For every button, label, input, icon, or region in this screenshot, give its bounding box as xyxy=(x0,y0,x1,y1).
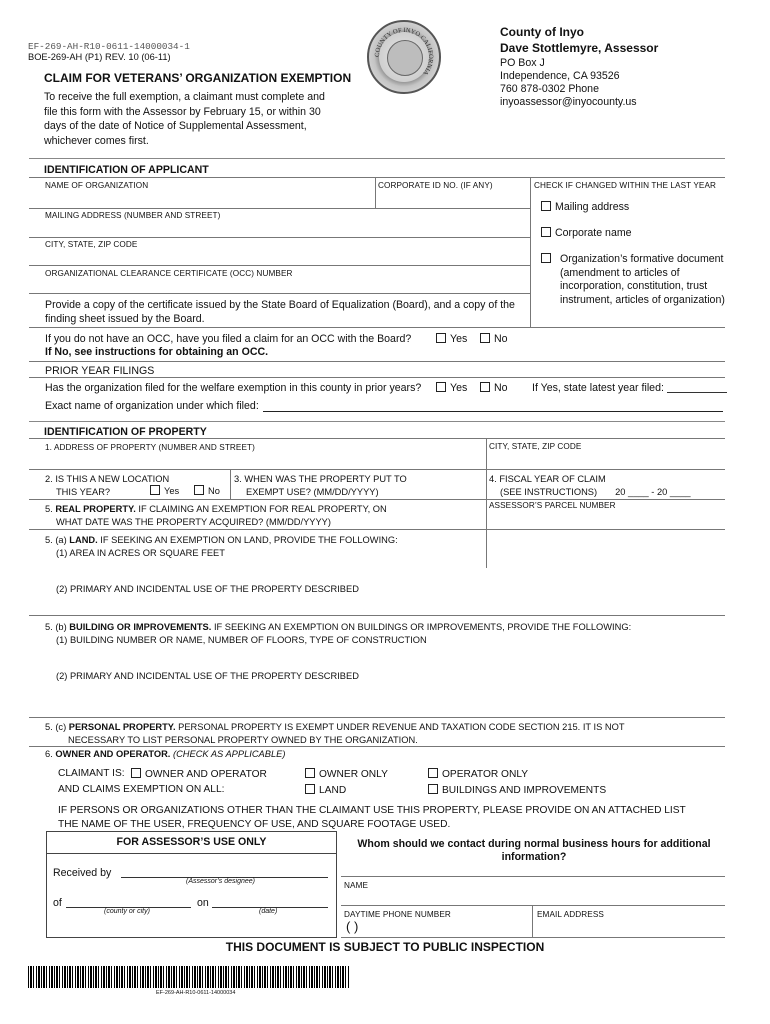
exempt-use-date-question: 3. WHEN WAS THE PROPERTY PUT TO EXEMPT USE? (MM/DD/YYYY) xyxy=(234,474,407,497)
prior-no-checkbox[interactable] xyxy=(480,382,490,392)
prior-year-title: PRIOR YEAR FILINGS xyxy=(45,365,155,377)
county-or-city-caption: (county or city) xyxy=(104,908,150,915)
owner-only-option[interactable]: OWNER ONLY xyxy=(305,768,388,780)
mailing-address-label: MAILING ADDRESS (NUMBER AND STREET) xyxy=(45,211,221,220)
no-occ-question: If you do not have an OCC, have you filed a claim for an OCC with the Board? xyxy=(45,333,412,345)
occ-number-label: ORGANIZATIONAL CLEARANCE CERTIFICATE (OCC) NUMBER xyxy=(45,269,293,278)
operator-only-checkbox[interactable] xyxy=(428,768,438,778)
public-inspection-notice: THIS DOCUMENT IS SUBJECT TO PUBLIC INSPECTION xyxy=(225,940,545,954)
form-code: EF-269-AH-R10-0611-14000034-1 xyxy=(28,41,190,52)
barcode-text: EF-269-AH-R10-0611-14000034 xyxy=(156,990,236,996)
prior-year-question: Has the organization filed for the welfare exemption in this county in prior years? xyxy=(45,382,422,394)
new-location-yes-option[interactable]: Yes xyxy=(150,485,179,496)
claims-on-all-label: AND CLAIMS EXEMPTION ON ALL: xyxy=(58,784,225,795)
owner-and-operator-option[interactable]: OWNER AND OPERATOR xyxy=(131,768,267,780)
latest-year-field[interactable] xyxy=(667,382,727,393)
form-title: CLAIM FOR VETERANS’ ORGANIZATION EXEMPTION xyxy=(44,71,352,85)
occ-no-option[interactable]: No xyxy=(480,333,508,345)
operator-only-option[interactable]: OPERATOR ONLY xyxy=(428,768,528,780)
land-checkbox[interactable] xyxy=(305,784,315,794)
mailing-address-checkbox[interactable] xyxy=(541,201,551,211)
email-address-label: EMAIL ADDRESS xyxy=(537,910,604,919)
changed-corp-name-item[interactable]: Corporate name xyxy=(541,227,632,239)
occ-yes-option[interactable]: Yes xyxy=(436,333,467,345)
other-users-note: IF PERSONS OR ORGANIZATIONS OTHER THAN THE CLAIMANT USE THIS PROPERTY, PLEASE PROVIDE ON AN ATTACHED LIST THE NAME OF THE USER, FREQUENCY OF USE, AND SQUARE FOOTAGE USED. xyxy=(58,805,686,830)
new-location-no-checkbox[interactable] xyxy=(194,485,204,495)
no-occ-note: If No, see instructions for obtaining an OCC. xyxy=(45,346,269,358)
prior-no-option[interactable]: No xyxy=(480,382,508,394)
real-property-question: 5. REAL PROPERTY. IF CLAIMING AN EXEMPTION FOR REAL PROPERTY, ON WHAT DATE WAS THE PROPERTY ACQUIRED? (MM/DD/YYYY) xyxy=(45,504,387,527)
occ-yes-checkbox[interactable] xyxy=(436,333,446,343)
changed-mailing-item[interactable]: Mailing address xyxy=(541,201,629,213)
date-caption: (date) xyxy=(259,908,278,915)
form-revision: BOE-269-AH (P1) REV. 10 (06-11) xyxy=(28,52,171,62)
owner-and-operator-checkbox[interactable] xyxy=(131,768,141,778)
daytime-phone-label: DAYTIME PHONE NUMBER xyxy=(344,910,451,919)
formative-document-label: Organization’s formative document (amendment to articles of incorporation, constitution, trust instrument, articles of organization) xyxy=(560,253,725,306)
buildings-option[interactable]: BUILDINGS AND IMPROVEMENTS xyxy=(428,784,606,796)
of-label: of xyxy=(53,897,62,909)
personal-property-note: 5. (c) PERSONAL PROPERTY. PERSONAL PROPERTY IS EXEMPT UNDER REVENUE AND TAXATION CODE SECTION 215. IT IS NOT NECESSARY TO LIST PERSONAL PROPERTY OWNED BY THE ORGANIZATION. xyxy=(45,722,625,745)
prior-yes-option[interactable]: Yes xyxy=(436,382,467,394)
latest-year-filed: If Yes, state latest year filed: xyxy=(532,382,727,394)
county-address: PO Box J Independence, CA 93526 760 878-0302 Phone inyoassessor@inyocounty.us xyxy=(500,57,637,108)
phone-area-code-field[interactable]: ( ) xyxy=(346,919,359,934)
fiscal-year-field[interactable]: 20 ____ - 20 ____ xyxy=(615,486,691,497)
county-name: County of Inyo xyxy=(500,25,584,39)
on-label: on xyxy=(197,897,209,909)
claimant-is-label: CLAIMANT IS: xyxy=(58,768,125,779)
contact-name-label: NAME xyxy=(344,881,369,890)
city-state-zip-label: CITY, STATE, ZIP CODE xyxy=(45,240,138,249)
org-name-label: NAME OF ORGANIZATION xyxy=(45,181,149,190)
exact-name-field[interactable] xyxy=(263,411,723,412)
building-use-label: (2) PRIMARY AND INCIDENTAL USE OF THE PROPERTY DESCRIBED xyxy=(56,671,359,681)
land-option[interactable]: LAND xyxy=(305,784,346,796)
land-question: 5. (a) LAND. IF SEEKING AN EXEMPTION ON LAND, PROVIDE THE FOLLOWING: (1) AREA IN ACRES OR SQUARE FEET xyxy=(45,535,398,558)
corporate-name-checkbox[interactable] xyxy=(541,227,551,237)
new-location-yes-checkbox[interactable] xyxy=(150,485,160,495)
applicant-section-title: IDENTIFICATION OF APPLICANT xyxy=(44,164,209,176)
contact-question: Whom should we contact during normal business hours for additional information? xyxy=(357,838,711,863)
parcel-number-label: ASSESSOR’S PARCEL NUMBER xyxy=(489,501,616,510)
fiscal-year-question: 4. FISCAL YEAR OF CLAIM (SEE INSTRUCTIONS) 20 ____ - 20 ____ xyxy=(489,474,691,497)
property-address-label: 1. ADDRESS OF PROPERTY (NUMBER AND STREET) xyxy=(45,443,255,452)
form-instructions: To receive the full exemption, a claimant must complete and file this form with the Assessor by February 15, or within 30 days of the date of Notice of Supplemental Assessment, whichever comes first. xyxy=(44,91,325,147)
exact-name-label: Exact name of organization under which filed: xyxy=(45,400,259,412)
county-seal xyxy=(367,20,441,94)
occ-no-checkbox[interactable] xyxy=(480,333,490,343)
owner-operator-question: 6. OWNER AND OPERATOR. (CHECK AS APPLICABLE) xyxy=(45,749,286,759)
designee-caption: (Assessor’s designee) xyxy=(186,878,255,885)
owner-only-checkbox[interactable] xyxy=(305,768,315,778)
prior-yes-checkbox[interactable] xyxy=(436,382,446,392)
new-location-no-option[interactable]: No xyxy=(194,485,220,496)
received-by-label: Received by xyxy=(53,867,112,879)
corp-id-label: CORPORATE ID NO. (IF ANY) xyxy=(378,181,493,190)
building-question: 5. (b) BUILDING OR IMPROVEMENTS. IF SEEKING AN EXEMPTION ON BUILDINGS OR IMPROVEMENTS, PROVIDE THE FOLLOWING: (1) BUILDING NUMBER OR NAME, NUMBER OF FLOORS, TYPE OF CONSTRUCTION xyxy=(45,622,632,645)
property-city-label: CITY, STATE, ZIP CODE xyxy=(489,442,582,451)
changed-label: CHECK IF CHANGED WITHIN THE LAST YEAR xyxy=(534,181,717,190)
barcode xyxy=(28,966,350,988)
buildings-checkbox[interactable] xyxy=(428,784,438,794)
assessor-use-title: FOR ASSESSOR’S USE ONLY xyxy=(116,836,267,848)
formative-document-checkbox[interactable] xyxy=(541,253,555,265)
land-use-label: (2) PRIMARY AND INCIDENTAL USE OF THE PROPERTY DESCRIBED xyxy=(56,584,359,594)
new-location-question: 2. IS THIS A NEW LOCATION THIS YEAR? xyxy=(45,474,170,497)
svg-text:COUNTY OF INYO CALIFORNIA: COUNTY OF INYO CALIFORNIA xyxy=(373,26,435,77)
provide-copy-note: Provide a copy of the certificate issued by the State Board of Equalization (Board), and a copy of the finding sheet issued by the Board. xyxy=(45,299,515,325)
property-section-title: IDENTIFICATION OF PROPERTY xyxy=(44,426,207,438)
contact-name-field[interactable] xyxy=(341,905,725,906)
assessor-name: Dave Stottlemyre, Assessor xyxy=(500,41,659,55)
